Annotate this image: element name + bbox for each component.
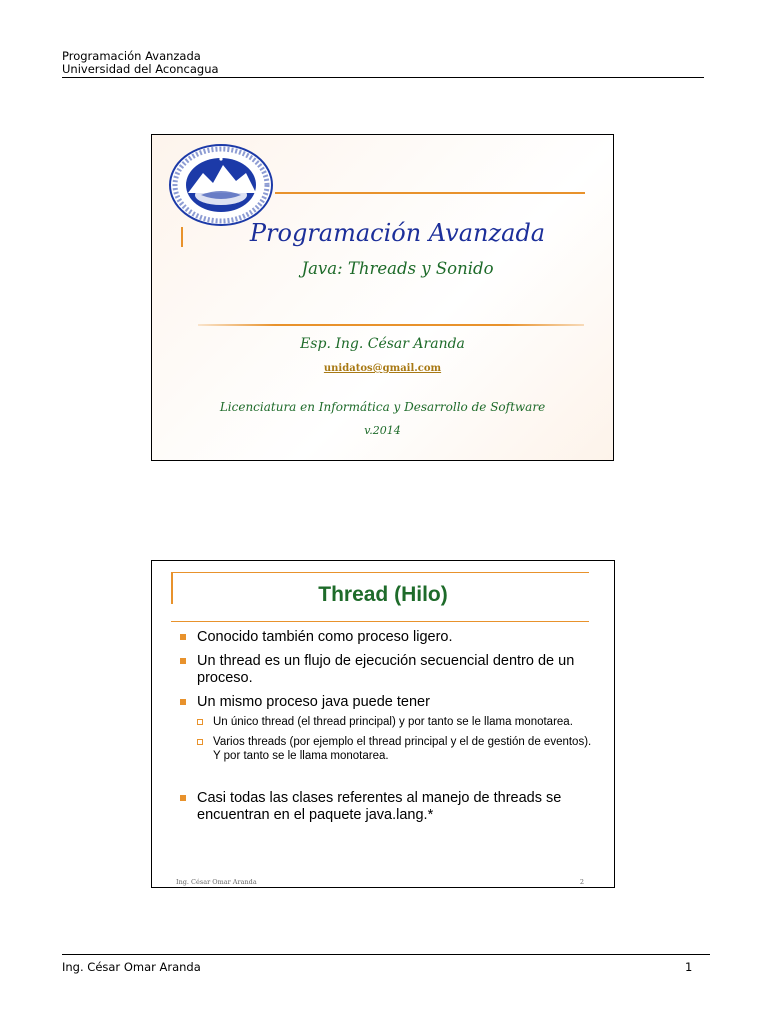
- footer-divider: [62, 954, 710, 955]
- title-slide: [151, 134, 614, 461]
- version-label: v.2014: [364, 424, 401, 437]
- slide-heading-rule: [171, 621, 589, 622]
- page-header: [62, 50, 219, 76]
- bullet-item: Conocido también como proceso ligero.: [179, 629, 594, 646]
- header-course: Programación Avanzada: [62, 49, 201, 63]
- title-mid-rule: [198, 324, 584, 326]
- slide-heading: Thread (Hilo): [318, 583, 448, 606]
- slide-footer-author: Ing. César Omar Aranda: [176, 878, 257, 886]
- header-university: Universidad del Aconcagua: [62, 62, 219, 76]
- header-divider: [62, 77, 704, 78]
- bullet-item: Casi todas las clases referentes al manejo de threads se encuentran en el paquete java.lang.*: [179, 790, 594, 824]
- slide-subtitle: Java: Threads y Sonido: [301, 259, 494, 278]
- bullet-text: Un mismo proceso java puede tener: [197, 694, 430, 710]
- slide-number: 2: [579, 878, 584, 886]
- title-top-rule: [275, 192, 585, 194]
- page-number: 1: [685, 960, 693, 974]
- program-name: Licenciatura en Informática y Desarrollo de Software: [219, 400, 546, 414]
- bullet-item: Un thread es un flujo de ejecución secuencial dentro de un proceso.: [179, 653, 594, 687]
- sub-bullet-list: [197, 715, 594, 763]
- bullet-item: [179, 694, 594, 763]
- author-email-link[interactable]: unidatos@gmail.com: [323, 363, 442, 374]
- slide-top-rule: [171, 572, 589, 573]
- sub-bullet-item: Un único thread (el thread principal) y por tanto se le llama monotarea.: [197, 715, 594, 729]
- slide-title: Programación Avanzada: [249, 219, 546, 247]
- footer-author: Ing. César Omar Aranda: [62, 960, 201, 974]
- bullet-list: [179, 629, 594, 831]
- sub-bullet-item: Varios threads (por ejemplo el thread principal y el de gestión de eventos). Y por tanto se le llama monotarea.: [197, 735, 594, 763]
- author-name: Esp. Ing. César Aranda: [300, 336, 465, 352]
- spacer: [179, 770, 594, 790]
- content-slide: [151, 560, 615, 888]
- university-seal-icon: [168, 143, 274, 227]
